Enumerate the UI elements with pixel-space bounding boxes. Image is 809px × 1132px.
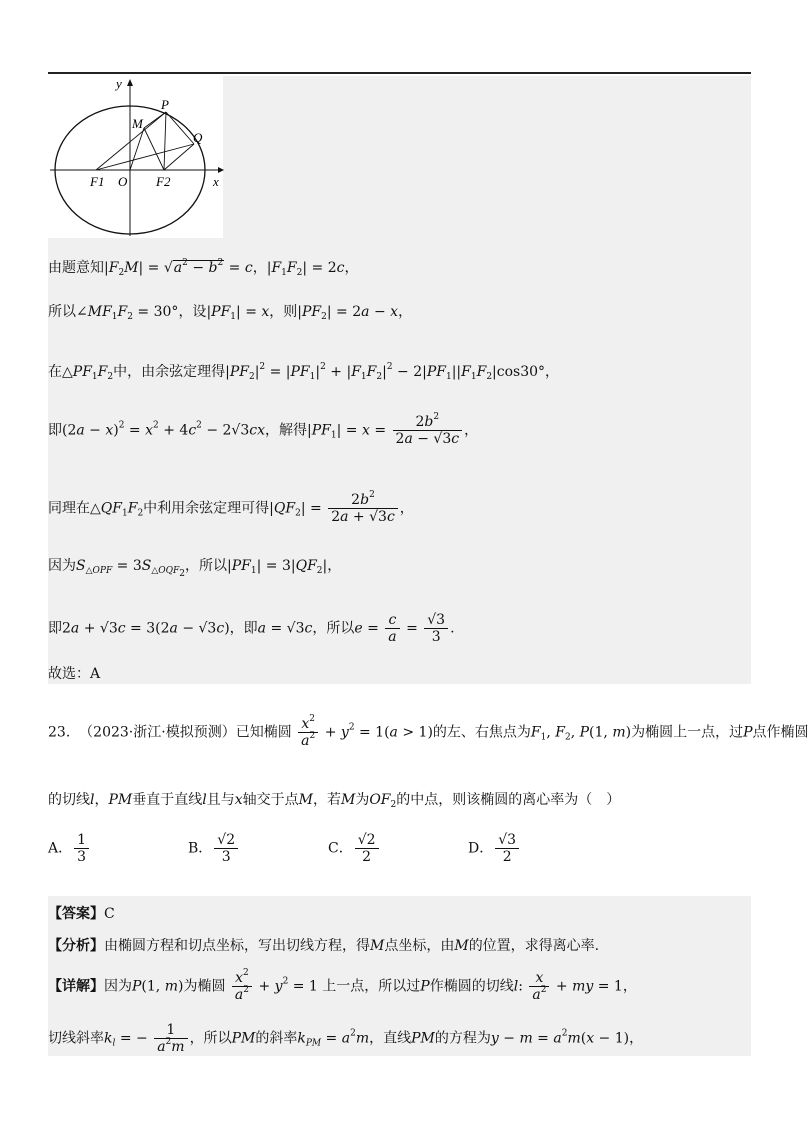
solution-line-5: 同理在$\triangle QF_1F_2$中利用余弦定理可得$|QF_2|$ = $\frac{2b^2}{2a + √3c}$ ，	[48, 490, 414, 525]
solution-line-7: 即2a + √3c = 3(2a − √3c)，即a = √3c，所以e = $\frac{c}{a}$ = $\frac{√3}{3}$ .	[48, 612, 455, 645]
label-y: y	[116, 76, 122, 91]
ellipse-figure	[48, 76, 223, 238]
option-c[interactable]: C． $\frac{√2}{2}$	[328, 832, 381, 865]
label-p: P	[161, 97, 169, 112]
question-23-line-2: 的切线l，PM垂直于直线l且与x轴交于点M，若M为$OF_2$的中点，则该椭圆的离心率为（ ）	[48, 792, 621, 810]
solution-line-1: 由题意知$|F_2M| = √a^2 - b^2 = c$，$|F_1F_2| = 2c$，	[48, 258, 359, 278]
shade-top	[223, 76, 751, 238]
detail-line: 【详解】因为P(1, m)为椭圆 $\frac{x^2}{a^2}$ + $y^2 = 1$ 上一点，所以过P作椭圆的切线l: $\frac{x}{a^2}$ + my = 1，	[48, 968, 637, 1003]
solution-line-3: 在$\triangle PF_1F_2$中，由余弦定理得$|PF_2|^2 = |PF_1|^2 + |F_1F_2|^2 - 2|PF_1||F_1F_2|\cos 30^\circ$，	[48, 362, 560, 382]
answer-line: 【答案】C	[48, 906, 115, 922]
label-f2: F2	[156, 174, 171, 189]
question-23-line-1: 23. （2023·浙江·模拟预测）已知椭圆 $\frac{x^2}{a^2}$ + $y^2 = 1(a > 1)$的左、右焦点为$F_1$, $F_2$, P(1, m)为椭圆上一点，过P点作椭圆	[48, 714, 809, 749]
option-a[interactable]: A． $\frac{1}{3}$	[48, 832, 91, 865]
label-q: Q	[193, 130, 203, 145]
label-f1: F1	[90, 174, 105, 189]
label-o: O	[118, 174, 128, 189]
ellipse-diagram	[48, 76, 223, 238]
top-rule	[48, 72, 751, 74]
solution-line-6: 因为$S_{\triangle OPF} = 3S_{\triangle OQF_2}$，所以$|PF_1| = 3|QF_2|$，	[48, 558, 342, 579]
analysis-line: 【分析】由椭圆方程和切点坐标，写出切线方程，得M点坐标，由M的位置，求得离心率.	[48, 938, 600, 954]
option-b[interactable]: B． $\frac{√2}{3}$	[188, 832, 240, 865]
choice-line: 故选：A	[48, 666, 101, 682]
slope-line: 切线斜率$k_l$ = − $\frac{1}{a^2m}$ ，所以PM的斜率$k_{PM} = a^2m$，直线PM的方程为$y - m = a^2m(x - 1)$，	[48, 1022, 644, 1055]
label-m: M	[132, 116, 143, 131]
solution-line-2: 所以$\angle MF_1F_2 = 30^\circ$，设$|PF_1| = x$，则$|PF_2| = 2a - x$，	[48, 304, 413, 322]
solution-line-4: 即$(2a - x)^2 = x^2 + 4c^2 - 2√3cx$，解得$|PF_1| = x$ = $\frac{2b^2}{2a - √3c}$ ，	[48, 412, 479, 447]
option-d[interactable]: D． $\frac{√3}{2}$	[468, 832, 521, 865]
label-x: x	[213, 174, 219, 189]
